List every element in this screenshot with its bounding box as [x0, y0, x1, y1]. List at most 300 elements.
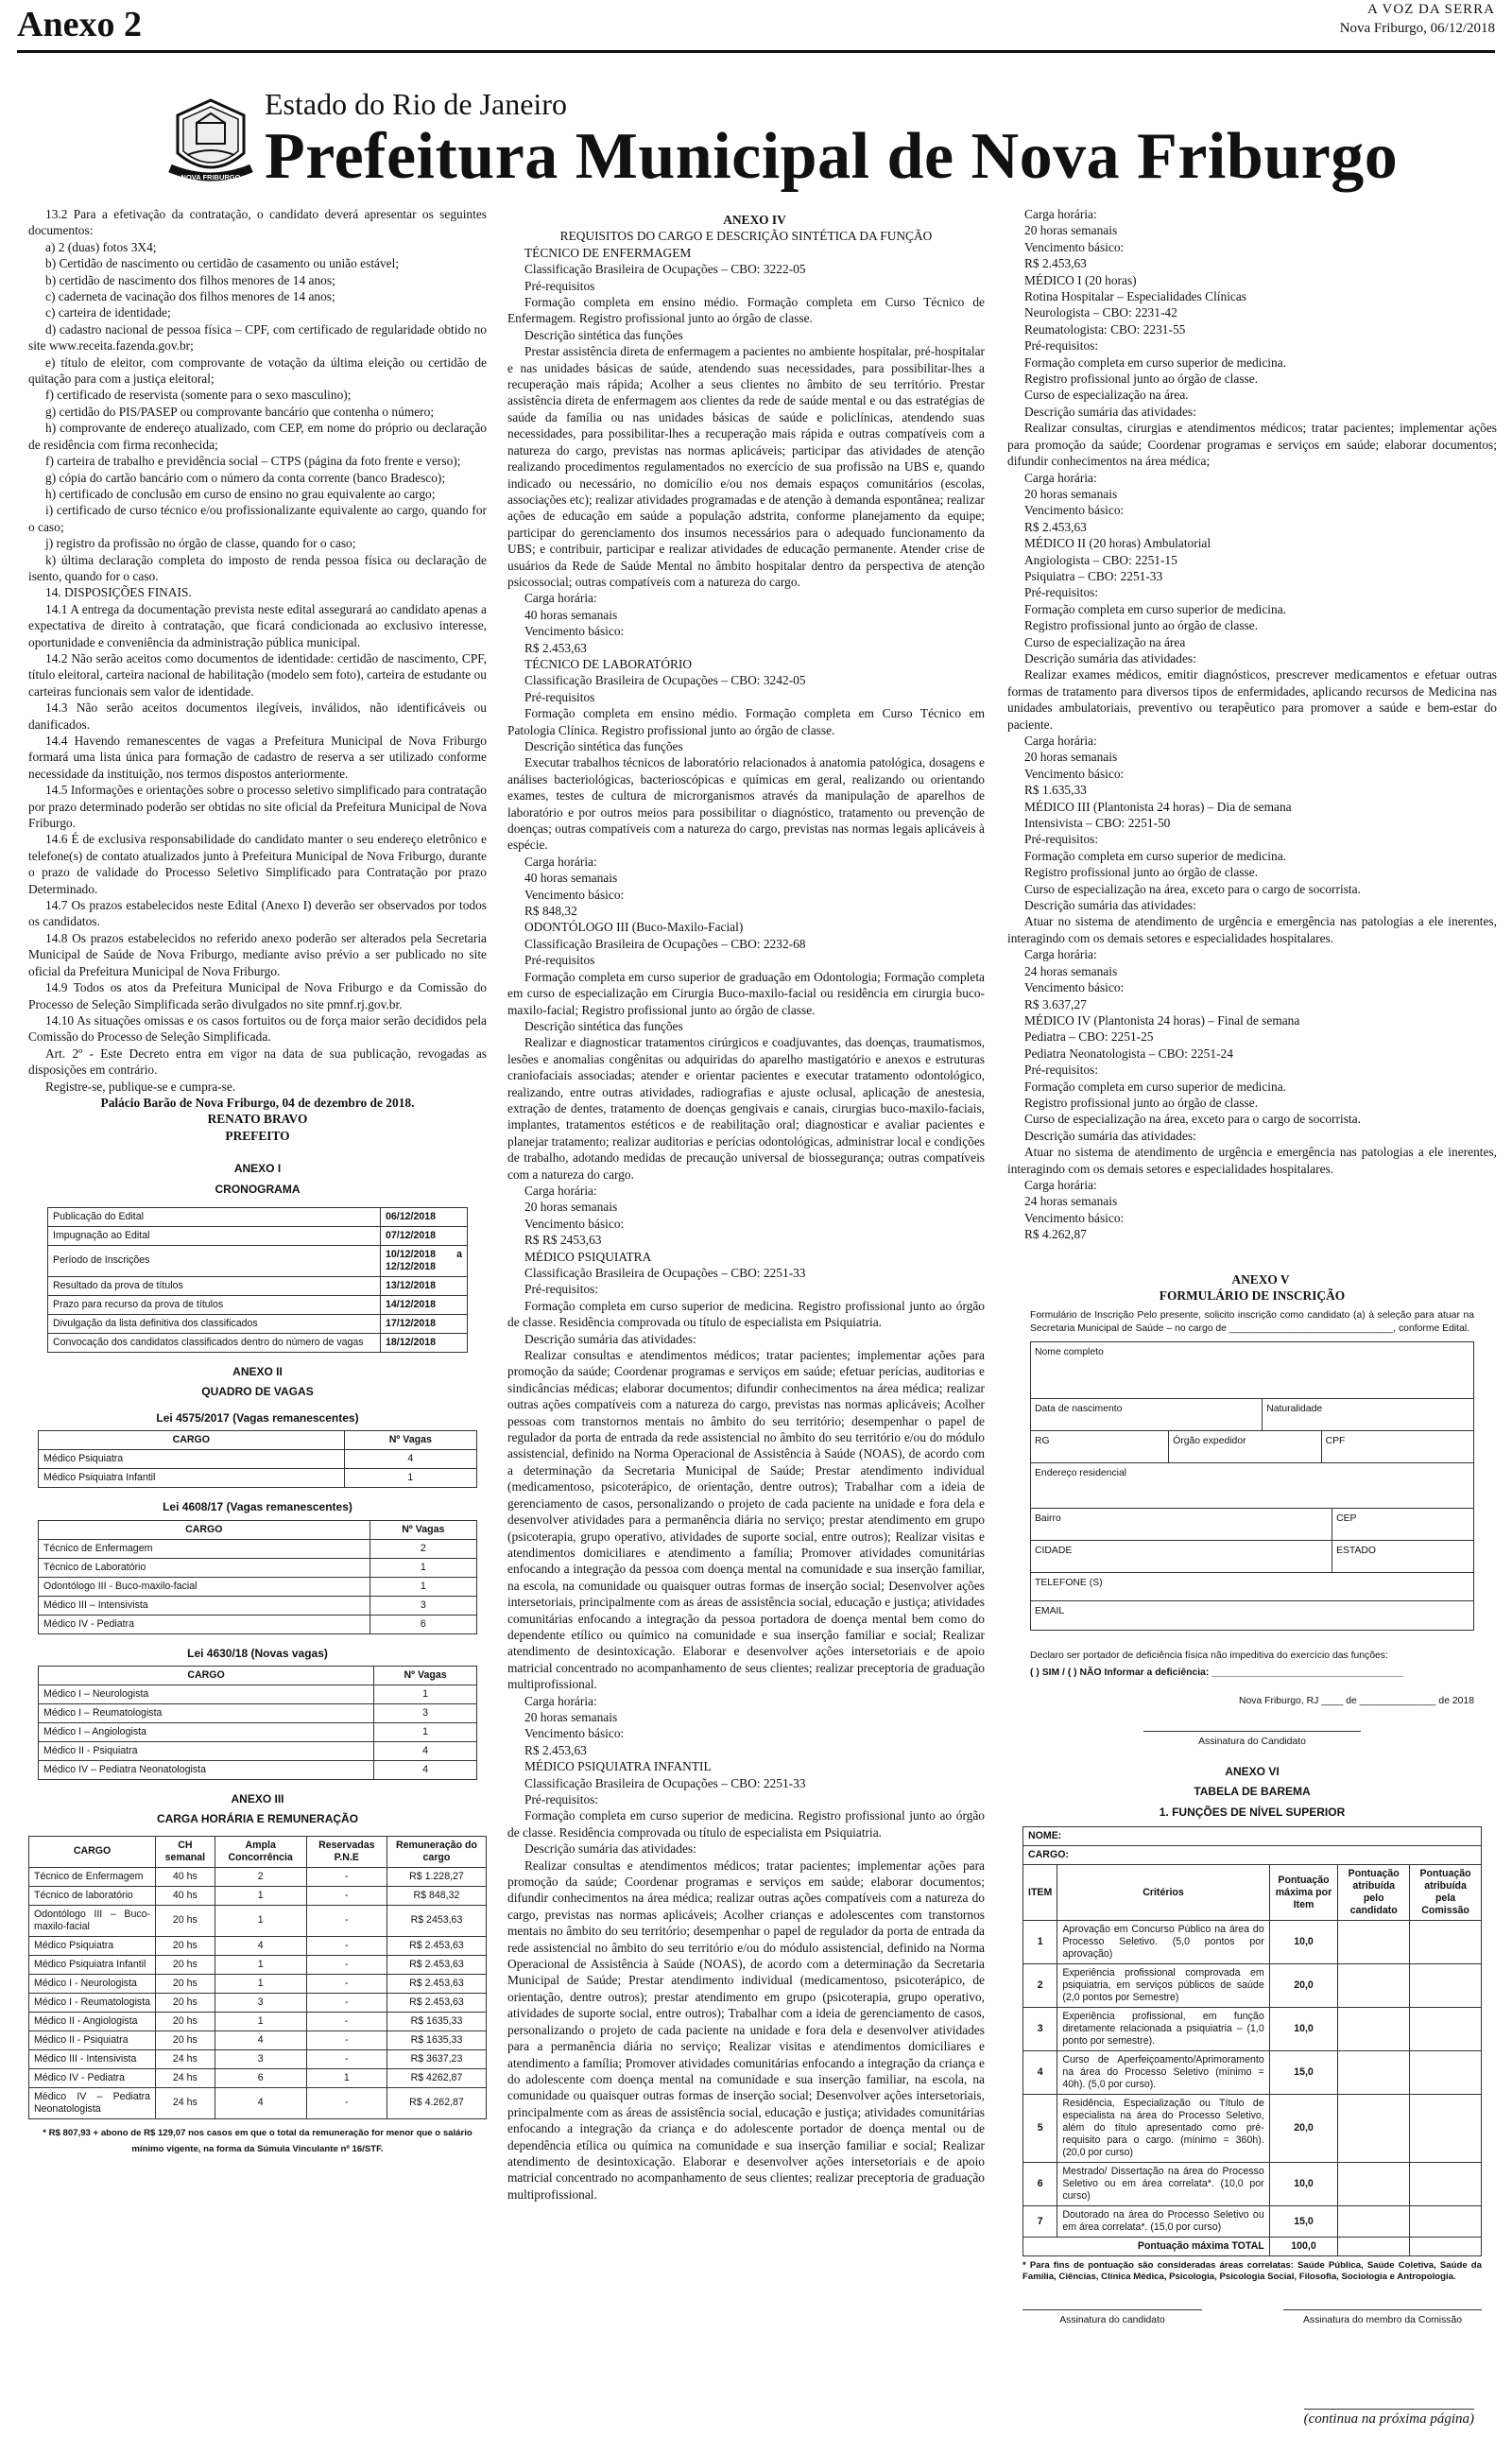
- vagas-row: [39, 1615, 477, 1633]
- paragraph: R$ 2.453,63: [1024, 256, 1087, 271]
- paragraph: Realizar consultas e atendimentos médicos; tratar pacientes; implementar ações para promoção da saúde; Coordenar programas e serviços em saúde; elaborar documentos; difundir conhecimentos na área médica; realizar outras ações compatíveis com a natureza do cargo, previstas nas normas aplicáveis; Acolher crianças e adolescentes com transtornos mentais no âmbito do seu território; desempenhar o papel de regulador da porta de entrada da rede assistencial no âmbito do seu território e/ou do módulo assistencial, definido na Norma Operacional de Assistência à Saúde (NOAS), de acordo com a determinação da Secretaria Municipal de Saúde; Prestar atendimento individual (medicamentoso, psicoterápico, de orientação, dentre outros); prestar atendimento em grupo (psicoterapia, grupo operativo, atividades de suporte social, entre outros); Trabalhar com a ideia de gerenciamento de casos, personalizando o projeto de cada paciente na unidade e fora dela e desenvolver atividades para a permanência diária no serviço; Realizar visitas e atendimentos domiciliares e atendimento a família; Promover atividades comunitárias enfocando a integração da criança e do adolescente com doença mental na comunidade e sua inserção familiar, na escola, na comunidade ou quaisquer outras formas de inserção social; Desenvolver ações intersetoriais, principalmente com as áreas de assistência social, educação e justiça; atividades comunitárias enfocando a integração da criança e do adolescente portador de doença mental ou de dependência etílica ou química na comunidade e sua inserção familiar e social; Realizar atendimento de desintoxicação. Elaborar e desenvolver ações intersetoriais e de apoio matricial concentrado no acompanhamento de seus clientes; realizar preceptoria de graduação multiprofissional.: [507, 1858, 985, 2202]
- vagas-row: [39, 1558, 477, 1577]
- paragraph: Vencimento básico:: [1024, 239, 1125, 254]
- col-cargo: CARGO: [39, 1667, 374, 1685]
- inscription-form: [1030, 1341, 1474, 1631]
- paragraph: Vencimento básico:: [524, 624, 625, 639]
- table-cell: Médico II - Angiologista: [29, 2012, 156, 2031]
- lei2-label: Lei 4608/17 (Vagas remanescentes): [163, 1500, 352, 1514]
- score-cell[interactable]: [1410, 2206, 1482, 2238]
- continues-next-page: (continua na próxima página): [1304, 2409, 1474, 2428]
- table-cell: -: [306, 1867, 387, 1886]
- paragraph: R$ 2.453,63: [524, 640, 587, 655]
- table-cell: Médico I – Reumatologista: [39, 1704, 374, 1723]
- anexo6-sub: TABELA DE BAREMA: [1194, 1785, 1311, 1799]
- table-cell: R$ 4.262,87: [387, 2087, 486, 2118]
- paragraph: f) carteira de trabalho e previdência social – CTPS (página da foto frente e verso);: [45, 454, 461, 469]
- table-cell: Odontólogo III - Buco-maxilo-facial: [39, 1577, 370, 1596]
- paragraph: h) comprovante de endereço atualizado, com CEP, em nome do próprio ou declaração de residência com firma reconhecida;: [28, 421, 487, 452]
- barema-note: * Para fins de pontuação são consideradas áreas correlatas: Saúde Pública, Saúde Coletiva, Saúde da Família, Ciências, Clínica Médica, Psicologia, Psicologia Social, Filosofia, Sociologia e Antropologia.: [1022, 2260, 1482, 2283]
- paragraph: a) 2 (duas) fotos 3X4;: [45, 239, 157, 254]
- score-cell[interactable]: [1338, 1921, 1410, 1964]
- anexo3-sub: CARGA HORÁRIA E REMUNERAÇÃO: [156, 1812, 359, 1826]
- table-cell: 3: [1023, 2008, 1057, 2051]
- table-cell: Prazo para recurso da prova de títulos: [48, 1295, 381, 1314]
- paragraph: Pré-requisitos:: [524, 1792, 599, 1806]
- table-cell: 1: [369, 1577, 476, 1596]
- vagas-row: [39, 1469, 477, 1488]
- table-cell: Médico IV - Pediatra: [29, 2068, 156, 2087]
- table-cell: 6: [215, 2068, 306, 2087]
- score-cell[interactable]: [1410, 1964, 1482, 2008]
- barema-table: [1022, 1826, 1482, 2256]
- table-cell: 5: [1023, 2095, 1057, 2163]
- table-cell: 20 hs: [156, 2012, 215, 2031]
- column-header: CARGO: [29, 1836, 156, 1867]
- paragraph: Descrição sumária das atividades:: [1024, 1128, 1196, 1143]
- paragraph: Vencimento básico:: [1024, 766, 1125, 781]
- score-cell[interactable]: [1410, 2163, 1482, 2206]
- paragraph: Curso de especialização na área.: [1024, 388, 1189, 403]
- paragraph: Formação completa em curso superior de medicina. Registro profissional junto ao órgão de classe. Residência comprovada ou título de especialista em Psiquiatria.: [507, 1808, 985, 1840]
- table-cell: 15,0: [1269, 2206, 1338, 2238]
- table-cell: 24 hs: [156, 2087, 215, 2118]
- paragraph: 14.6 É de exclusiva responsabilidade do candidato manter o seu endereço eletrônico e telefone(s) de contato atualizados junto à Prefeitura Municipal de Nova Friburgo, durante o prazo de validade do Processo Seletivo Simplificado para Contratação por prazo Determinado.: [28, 832, 487, 896]
- table-cell: -: [306, 2049, 387, 2068]
- carga-row: [29, 2031, 487, 2049]
- paragraph: Vencimento básico:: [524, 1726, 625, 1741]
- carga-row: [29, 1955, 487, 1974]
- table-cell: Aprovação em Concurso Público na área do Processo Seletivo. (5,0 pontos por aprovação): [1057, 1921, 1269, 1964]
- newspaper-name: A VOZ DA SERRA: [1367, 2, 1495, 17]
- anexo1-sub: CRONOGRAMA: [215, 1182, 301, 1196]
- funcoes-label: 1. FUNÇÕES DE NÍVEL SUPERIOR: [1159, 1805, 1346, 1819]
- local-data: Nova Friburgo, RJ ____ de ______________ de 2018: [1239, 1696, 1474, 1707]
- table-cell: 1: [306, 2068, 387, 2087]
- barema-cargo: CARGO:: [1023, 1846, 1482, 1865]
- table-cell: -: [306, 1993, 387, 2012]
- mayor-name: RENATO BRAVO: [207, 1112, 308, 1127]
- table-cell: -: [306, 1936, 387, 1955]
- paragraph: g) certidão do PIS/PASEP ou comprovante bancário que contenha o número;: [45, 404, 435, 419]
- table-cell: 20 hs: [156, 2031, 215, 2049]
- paragraph: Formação completa em ensino médio. Formação completa em Curso Técnico em Patologia Clínica. Registro profissional junto ao órgão de classe.: [507, 706, 985, 737]
- table-cell: Médico II - Psiquiatra: [39, 1742, 374, 1761]
- paragraph: Formação completa em curso superior de graduação em Odontologia; Formação completa em curso de especialização em Cirurgia Buco-maxilo-facial ou residência em cirurgia buco-maxilo-facial; Registro profissional junto ao órgão de classe.: [507, 969, 985, 1017]
- paragraph: k) última declaração completa do imposto de renda pessoa física ou declaração de isento, quando for o caso.: [28, 552, 487, 583]
- table-cell: 20,0: [1269, 2095, 1338, 2163]
- paragraph: Realizar e diagnosticar tratamentos cirúrgicos e coadjuvantes, das doenças, traumatismos, lesões e anomalias congênitas ou adquiridas do aparelho mastigatório e anexos e estruturas craniofaciais associadas; atender e orientar pacientes e executar tratamento odontológico, realizando, entre outras atividades, radiografias e ajuste oclusal, aplicação de anestesia, extração de dentes, tratamento de doenças gengivais e canais, cirurgias buco-maxilo-faciais, implantes, tratamentos estéticos e de reabilitação oral; diagnosticar e avaliar pacientes e planejar tratamento; realizar auditorias e perícias odontológicas, administrar local e condições de trabalho, adotando medidas de precaução universal de biossegurança; outras compatíveis com a natureza do cargo.: [507, 1035, 985, 1182]
- paragraph: Carga horária:: [1024, 470, 1097, 485]
- paragraph: Carga horária:: [524, 1693, 597, 1708]
- paragraph: Vencimento básico:: [1024, 980, 1125, 995]
- paragraph: Formação completa em curso superior de medicina.: [1024, 601, 1287, 616]
- table-cell: Doutorado na área do Processo Seletivo ou em área correlata*. (15,0 por curso): [1057, 2206, 1269, 2238]
- paragraph: 14.8 Os prazos estabelecidos no referido anexo poderão ser alterados pela Secretaria Municipal de Saúde de Nova Friburgo, mediante aviso prévio a ser publicado no site oficial da Prefeitura Municipal de Nova Friburgo.: [28, 930, 487, 978]
- paragraph: Descrição sumária das atividades:: [1024, 650, 1196, 665]
- table-cell: 20 hs: [156, 1993, 215, 2012]
- carga-row: [29, 1993, 487, 2012]
- crest-text: NOVA FRIBURGO: [180, 173, 241, 181]
- table-cell: R$ 2.453,63: [387, 1936, 486, 1955]
- paragraph: Neurologista – CBO: 2231-42: [1024, 305, 1177, 320]
- paragraph: MÉDICO IV (Plantonista 24 horas) – Final de semana: [1024, 1012, 1300, 1028]
- paragraph: MÉDICO PSIQUIATRA INFANTIL: [524, 1759, 712, 1774]
- paragraph: Reumatologista: CBO: 2231-55: [1024, 321, 1186, 337]
- barema-row: [1023, 2206, 1482, 2238]
- paragraph: Formação completa em curso superior de medicina.: [1024, 1079, 1287, 1094]
- paragraph: R$ 848,32: [524, 904, 577, 919]
- anexo5-sub: FORMULÁRIO DE INSCRIÇÃO: [1159, 1288, 1346, 1303]
- carga-row: [29, 2012, 487, 2031]
- paragraph: 40 horas semanais: [524, 871, 618, 886]
- table-cell: R$ 3637,23: [387, 2049, 486, 2068]
- score-cell[interactable]: [1338, 1964, 1410, 2008]
- table-cell: Médico III – Intensivista: [39, 1596, 370, 1615]
- table-cell: 1: [215, 1905, 306, 1936]
- cronograma-row: [48, 1314, 468, 1333]
- table-cell: 1: [215, 1955, 306, 1974]
- score-cell[interactable]: [1410, 2051, 1482, 2095]
- table-cell: 2: [215, 1867, 306, 1886]
- paragraph: Carga horária:: [1024, 947, 1097, 962]
- table-cell: 4: [215, 1936, 306, 1955]
- table-cell: Médico IV – Pediatra Neonatologista: [29, 2087, 156, 2118]
- mayor-title: PREFEITO: [225, 1128, 290, 1143]
- vagas-row: [39, 1761, 477, 1780]
- paragraph: Descrição sumária das atividades:: [1024, 898, 1196, 913]
- table-cell: Residência, Especialização ou Título de especialista na área do Processo Seletivo, além do título apresentado como pré-requisito para o cargo. (mínimo = 360h). (20,0 por curso): [1057, 2095, 1269, 2163]
- paragraph: ODONTÓLOGO III (Buco-Maxilo-Facial): [524, 920, 744, 935]
- anexo4-sub: REQUISITOS DO CARGO E DESCRIÇÃO SINTÉTICA DA FUNÇÃO: [559, 229, 933, 244]
- paragraph: Descrição sintética das funções: [524, 327, 683, 342]
- table-cell: R$ 848,32: [387, 1886, 486, 1905]
- paragraph: R$ 4.262,87: [1024, 1227, 1087, 1242]
- paragraph: Rotina Hospitalar – Especialidades Clínicas: [1024, 289, 1247, 304]
- paragraph: MÉDICO III (Plantonista 24 horas) – Dia de semana: [1024, 799, 1292, 814]
- paragraph: d) cadastro nacional de pessoa física – CPF, com certificado de regularidade obtido no site www.receita.fazenda.gov.br;: [28, 321, 487, 354]
- paragraph: Pediatra – CBO: 2251-25: [1024, 1029, 1154, 1045]
- col3-paragraphs: [1007, 206, 1497, 1243]
- col-cargo: CARGO: [39, 1431, 345, 1450]
- paragraph: R$ 2.453,63: [1024, 519, 1087, 534]
- paragraph: Classificação Brasileira de Ocupações – CBO: 3222-05: [524, 262, 806, 277]
- paragraph: Curso de especialização na área, exceto para o cargo de socorrista.: [1024, 1112, 1361, 1127]
- paragraph: 24 horas semanais: [1024, 963, 1118, 978]
- paragraph: Pré-requisitos:: [1024, 585, 1099, 600]
- paragraph: Pré-requisitos:: [1024, 1063, 1099, 1078]
- paragraph: Carga horária:: [524, 1183, 597, 1198]
- paragraph: c) caderneta de vacinação dos filhos menores de 14 anos;: [45, 289, 335, 304]
- barema-row: [1023, 1921, 1482, 1964]
- table-cell: Médico III - Intensivista: [29, 2049, 156, 2068]
- barema-row: [1023, 2095, 1482, 2163]
- paragraph: Pré-requisitos: [524, 278, 595, 293]
- deficiencia-text: Declaro ser portador de deficiência física não impeditiva do exercício das funções:: [1030, 1650, 1388, 1662]
- table-cell: 1: [215, 1974, 306, 1993]
- anexo3-title: ANEXO III: [231, 1792, 284, 1806]
- vagas-table-3: [38, 1666, 477, 1780]
- column-1: [28, 206, 487, 2409]
- table-cell: Médico I – Angiologista: [39, 1723, 374, 1742]
- table-cell: 24 hs: [156, 2068, 215, 2087]
- table-cell: 1: [215, 2012, 306, 2031]
- table-cell: 20,0: [1269, 1964, 1338, 2008]
- anexo2-sub: QUADRO DE VAGAS: [201, 1385, 314, 1399]
- field-telefone[interactable]: TELEFONE (S): [1035, 1578, 1103, 1589]
- table-cell: -: [306, 2087, 387, 2118]
- table-cell: 2: [369, 1539, 476, 1558]
- barema-total-label: Pontuação máxima TOTAL: [1023, 2238, 1270, 2256]
- table-cell: Período de Inscrições: [48, 1245, 381, 1276]
- table-cell: -: [306, 1955, 387, 1974]
- field-cep[interactable]: CEP: [1336, 1513, 1357, 1525]
- table-cell: 18/12/2018: [381, 1333, 468, 1352]
- table-cell: Mestrado/ Dissertação na área do Processo Seletivo ou em área correlata*. (10,0 por curso): [1057, 2163, 1269, 2206]
- anexo6-title: ANEXO VI: [1225, 1764, 1280, 1778]
- column-header: Critérios: [1057, 1865, 1269, 1921]
- paragraph: Atuar no sistema de atendimento de urgência e emergência nas patologias a ele inerentes, interagindo com os demais setores e especialidades hospitalares.: [1007, 914, 1497, 945]
- paragraph: 14.4 Havendo remanescentes de vagas a Prefeitura Municipal de Nova Friburgo formará uma lista única para formação de cadastro de reserva a ser utilizado conforme necessidade da instituição, nos termos dispostos anteriormente.: [28, 734, 487, 781]
- table-cell: 1: [1023, 1921, 1057, 1964]
- table-cell: Técnico de Enfermagem: [29, 1867, 156, 1886]
- paragraph: Registro profissional junto ao órgão de classe.: [1024, 618, 1259, 633]
- vagas-row: [39, 1723, 477, 1742]
- field-cidade[interactable]: CIDADE: [1031, 1541, 1332, 1572]
- table-cell: 24 hs: [156, 2049, 215, 2068]
- paragraph: i) certificado de curso técnico e/ou profissionalizante equivalente ao cargo, quando for o caso;: [28, 503, 487, 534]
- table-cell: 3: [374, 1704, 477, 1723]
- paragraph: Descrição sumária das atividades:: [1024, 404, 1196, 419]
- table-cell: R$ 1.228,27: [387, 1867, 486, 1886]
- col-vagas: Nº Vagas: [369, 1520, 476, 1539]
- table-cell: 06/12/2018: [381, 1207, 468, 1226]
- candidate-signature: Assinatura do Candidato: [1143, 1731, 1361, 1750]
- paragraph: 20 horas semanais: [524, 1200, 618, 1215]
- vagas-row: [39, 1685, 477, 1704]
- score-cell[interactable]: [1338, 2095, 1410, 2163]
- paragraph: b) certidão de nascimento dos filhos menores de 14 anos;: [45, 272, 335, 287]
- table-cell: -: [306, 1886, 387, 1905]
- column-2: [507, 206, 985, 2424]
- table-cell: R$ 2.453,63: [387, 1955, 486, 1974]
- paragraph: Realizar consultas, cirurgias e atendimentos médicos; tratar pacientes; implementar ações para promoção da saúde; Coordenar programas e serviços em saúde; elaborar documentos; difundir conhecimentos na área médica;: [1007, 421, 1497, 469]
- field-orgao[interactable]: Órgão expedidor: [1169, 1431, 1321, 1462]
- masthead: [17, 60, 1495, 202]
- column-header: Reservadas P.N.E: [306, 1836, 387, 1867]
- lei3-label: Lei 4630/18 (Novas vagas): [187, 1646, 328, 1660]
- paragraph: Classificação Brasileira de Ocupações – CBO: 3242-05: [524, 673, 806, 688]
- newspaper-date: Nova Friburgo, 06/12/2018: [1339, 21, 1495, 36]
- paragraph: Formação completa em curso superior de medicina. Registro profissional junto ao órgão de classe. Residência comprovada ou título de especialista em Psiquiatria.: [507, 1298, 985, 1330]
- paragraph: R$ R$ 2453,63: [524, 1233, 602, 1248]
- paragraph: Descrição sintética das funções: [524, 739, 683, 753]
- table-cell: Médico Psiquiatra Infantil: [29, 1955, 156, 1974]
- cronograma-row: [48, 1226, 468, 1245]
- table-cell: 07/12/2018: [381, 1226, 468, 1245]
- paragraph: Vencimento básico:: [1024, 1210, 1125, 1225]
- col2-paragraphs: [507, 245, 985, 2203]
- paragraph: 14.2 Não serão aceitos como documentos de identidade: certidão de nascimento, CPF, título eleitoral, carteira nacional de habilitação (modelo sem foto), carteira de estudante ou carteiras funcionais sem valor de identidade.: [28, 650, 487, 699]
- table-cell: 40 hs: [156, 1867, 215, 1886]
- table-cell: 4: [1023, 2051, 1057, 2095]
- score-cell[interactable]: [1338, 2051, 1410, 2095]
- score-cell[interactable]: [1410, 2095, 1482, 2163]
- paragraph: Registre-se, publique-se e cumpra-se.: [45, 1079, 236, 1094]
- paragraph: MÉDICO I (20 horas): [1024, 272, 1137, 287]
- vagas-table-1: [38, 1430, 477, 1488]
- cronograma-row: [48, 1333, 468, 1352]
- table-cell: Médico Psiquiatra: [39, 1450, 345, 1469]
- table-cell: Convocação dos candidatos classificados dentro do número de vagas: [48, 1333, 381, 1352]
- paragraph: Carga horária:: [524, 591, 597, 606]
- footnote: * R$ 807,93 + abono de R$ 129,07 nos casos em que o total da remuneração for menor que o salário mínimo vigente, na forma da Súmula Vinculante nº 16/STF.: [43, 2127, 472, 2155]
- table-cell: 4: [344, 1450, 476, 1469]
- table-cell: -: [306, 1974, 387, 1993]
- score-cell[interactable]: [1410, 2008, 1482, 2051]
- carga-row: [29, 1974, 487, 1993]
- paragraph: Carga horária:: [1024, 734, 1097, 748]
- paragraph: f) certificado de reservista (somente para o sexo masculino);: [45, 388, 352, 403]
- barema-total: 100,0: [1269, 2238, 1338, 2256]
- vagas-table-2: [38, 1520, 477, 1634]
- table-cell: R$ 4262,87: [387, 2068, 486, 2087]
- score-cell[interactable]: [1338, 2008, 1410, 2051]
- paragraph: 20 horas semanais: [524, 1709, 618, 1724]
- paragraph: MÉDICO II (20 horas) Ambulatorial: [1024, 536, 1211, 551]
- paragraph: c) carteira de identidade;: [45, 305, 171, 320]
- score-cell[interactable]: [1338, 2206, 1410, 2238]
- annex-label: Anexo 2: [17, 5, 142, 44]
- paragraph: MÉDICO PSIQUIATRA: [524, 1249, 652, 1264]
- paragraph: Carga horária:: [1024, 207, 1097, 221]
- col-cargo: CARGO: [39, 1520, 370, 1539]
- paragraph: 14.7 Os prazos estabelecidos neste Edital (Anexo I) deverão ser observados por todos os candidatos.: [28, 898, 487, 929]
- table-cell: Médico I - Neurologista: [29, 1974, 156, 1993]
- field-nascimento[interactable]: Data de nascimento: [1031, 1399, 1263, 1430]
- carga-row: [29, 2049, 487, 2068]
- palacio-line: Palácio Barão de Nova Friburgo, 04 de dezembro de 2018.: [100, 1095, 415, 1110]
- paragraph: Psiquiatra – CBO: 2251-33: [1024, 568, 1163, 583]
- column-header: Remuneração do cargo: [387, 1836, 486, 1867]
- paragraph: Classificação Brasileira de Ocupações – CBO: 2251-33: [524, 1266, 806, 1280]
- paragraph: Curso de especialização na área: [1024, 634, 1186, 649]
- table-cell: 6: [369, 1615, 476, 1633]
- paragraph: 14.5 Informações e orientações sobre o processo seletivo simplificado para contratação por prazo determinado poderão ser obtidas no site oficial da Prefeitura Municipal de Nova Friburgo.: [28, 783, 487, 831]
- cronograma-row: [48, 1207, 468, 1226]
- paragraph: Vencimento básico:: [524, 1216, 625, 1231]
- field-estado[interactable]: ESTADO: [1336, 1546, 1377, 1557]
- column-header: CH semanal: [156, 1836, 215, 1867]
- paragraph: R$ 1.635,33: [1024, 783, 1087, 798]
- table-cell: Publicação do Edital: [48, 1207, 381, 1226]
- vagas-row: [39, 1450, 477, 1469]
- field-nome[interactable]: Nome completo: [1035, 1347, 1104, 1358]
- field-email[interactable]: EMAIL: [1035, 1606, 1065, 1617]
- paragraph: Formação completa em curso superior de medicina.: [1024, 848, 1287, 863]
- carga-row: [29, 2068, 487, 2087]
- field-endereco[interactable]: Endereço residencial: [1035, 1468, 1127, 1479]
- paragraph: 14.9 Todos os atos da Prefeitura Municipal de Nova Friburgo e da Comissão do Processo de Seleção Simplificada serão divulgados no site pmnf.rj.gov.br.: [28, 980, 487, 1011]
- paragraph: Carga horária:: [1024, 1177, 1097, 1192]
- form-intro: Formulário de Inscrição Pelo presente, solicito inscrição como candidato (a) à seleção para atuar na Secretaria Municipal de Saúde – no cargo de ______________________________, conforme Edital.: [1030, 1310, 1474, 1335]
- col-vagas: Nº Vagas: [344, 1431, 476, 1450]
- carga-table: [28, 1836, 487, 2119]
- barema-row: [1023, 2051, 1482, 2095]
- table-cell: Técnico de laboratório: [29, 1886, 156, 1905]
- table-cell: Médico I – Neurologista: [39, 1685, 374, 1704]
- table-cell: 20 hs: [156, 1905, 215, 1936]
- score-cell[interactable]: [1338, 2163, 1410, 2206]
- field-cpf[interactable]: CPF: [1325, 1436, 1346, 1447]
- col1-paragraphs: [28, 206, 487, 1095]
- paragraph: Descrição sumária das atividades:: [524, 1841, 696, 1857]
- paragraph: R$ 3.637,27: [1024, 996, 1087, 1011]
- anexo1-title: ANEXO I: [233, 1162, 282, 1176]
- paragraph: 40 horas semanais: [524, 607, 618, 622]
- commission-signature: Assinatura do membro da Comissão: [1283, 2309, 1482, 2328]
- table-cell: 17/12/2018: [381, 1314, 468, 1333]
- table-cell: Divulgação da lista definitiva dos classificados: [48, 1314, 381, 1333]
- table-cell: 15,0: [1269, 2051, 1338, 2095]
- paragraph: 13.2 Para a efetivação da contratação, o candidato deverá apresentar os seguintes documentos:: [28, 207, 487, 238]
- table-cell: Odontólogo III – Buco-maxilo-facial: [29, 1905, 156, 1936]
- paragraph: Registro profissional junto ao órgão de classe.: [1024, 372, 1259, 387]
- field-naturalidade[interactable]: Naturalidade: [1266, 1404, 1323, 1415]
- table-cell: Experiência profissional comprovada em psiquiatria, em serviços públicos de saúde (2,0 pontos por Semestre): [1057, 1964, 1269, 2008]
- paragraph: Carga horária:: [524, 854, 597, 869]
- vagas-row: [39, 1539, 477, 1558]
- paragraph: Descrição sintética das funções: [524, 1018, 683, 1033]
- paragraph: Atuar no sistema de atendimento de urgência e emergência nas patologias a ele inerentes, interagindo com os demais setores e especialidades hospitalares.: [1007, 1145, 1497, 1176]
- paragraph: Pré-requisitos:: [524, 1282, 599, 1297]
- candidate-signature-2: Assinatura do candidato: [1022, 2309, 1202, 2328]
- carga-row: [29, 1905, 487, 1936]
- prefeitura-title: Prefeitura Municipal de Nova Friburgo: [265, 120, 1399, 193]
- table-cell: 20 hs: [156, 1936, 215, 1955]
- field-bairro[interactable]: Bairro: [1031, 1509, 1332, 1540]
- paragraph: Classificação Brasileira de Ocupações – CBO: 2251-33: [524, 1775, 806, 1790]
- table-cell: 20 hs: [156, 1955, 215, 1974]
- paragraph: h) certificado de conclusão em curso de ensino no grau equivalente ao cargo;: [45, 486, 436, 501]
- column-header: Pontuação máxima por Item: [1269, 1865, 1338, 1921]
- vagas-row: [39, 1704, 477, 1723]
- table-cell: Curso de Aperfeiçoamento/Aprimoramento na área do Processo Seletivo (mínimo = 40h). (5,0 por curso).: [1057, 2051, 1269, 2095]
- table-cell: R$ 2453,63: [387, 1905, 486, 1936]
- paragraph: Intensivista – CBO: 2251-50: [1024, 816, 1171, 831]
- sim-nao-text[interactable]: ( ) SIM / ( ) NÃO Informar a deficiência: ___________________________________: [1030, 1668, 1403, 1679]
- column-header: Pontuação atribuída pelo candidato: [1338, 1865, 1410, 1921]
- barema-row: [1023, 2163, 1482, 2206]
- table-cell: 2: [1023, 1964, 1057, 2008]
- carga-row: [29, 1936, 487, 1955]
- paragraph: Registro profissional junto ao órgão de classe.: [1024, 865, 1259, 880]
- lei1-label: Lei 4575/2017 (Vagas remanescentes): [156, 1410, 359, 1425]
- paragraph: Vencimento básico:: [524, 887, 625, 902]
- cronograma-table: [47, 1207, 468, 1353]
- paragraph: 24 horas semanais: [1024, 1194, 1118, 1209]
- state-name: Estado do Rio de Janeiro: [265, 87, 567, 121]
- paragraph: Prestar assistência direta de enfermagem a pacientes no ambiente hospitalar, pré-hospitalar e nas unidades básicas de saúde, atendendo suas necessidades, para possibilitar-lhes a recuperação mais rápida; Acolher a seus clientes no âmbito de seu território. Prestar assistência direta de enfermagem aos clientes da rede de saúde mental e ou das estratégias de saúde da família ou nas unidades básicas de saúde e policlínicas, atendendo suas necessidades, para possibilitar-lhes a recuperação mais rápida e outras compatíveis com a natureza do cargo, previstas nas normas aplicáveis; participar das atividades de atenção realizando procedimentos regulamentados no exercício de sua profissão na UBS e, quando indicado ou necessário, no domicílio e/ou nos demais espaços comunitários (escolas, associações etc); realizar atividades programadas e de atenção à demanda espontânea; realizar ações de educação em saúde a população adstrita, conforme planejamento da equipe; participar do gerenciamento dos insumos necessários para o adequado funcionamento da UBS; e contribuir, participar e realizar atividades de educação permanente. Atender crise de usuários da Rede de Saúde Mental no âmbito hospitalar dentro da perspectiva de atenção psicossocial; outras compatíveis com a natureza do cargo.: [507, 344, 985, 589]
- paragraph: 14.1 A entrega da documentação prevista neste edital assegurará ao candidato apenas a expectativa de direito à contratação, que ficará condicionada ao exclusivo interesse, oportunidade e conveniência da administração pública municipal.: [28, 601, 487, 649]
- table-cell: Impugnação ao Edital: [48, 1226, 381, 1245]
- paragraph: Descrição sumária das atividades:: [524, 1331, 696, 1346]
- column-header: Ampla Concorrência: [215, 1836, 306, 1867]
- table-cell: R$ 1635,33: [387, 2012, 486, 2031]
- table-cell: 3: [369, 1596, 476, 1615]
- field-rg[interactable]: RG: [1031, 1431, 1169, 1462]
- score-cell[interactable]: [1410, 1921, 1482, 1964]
